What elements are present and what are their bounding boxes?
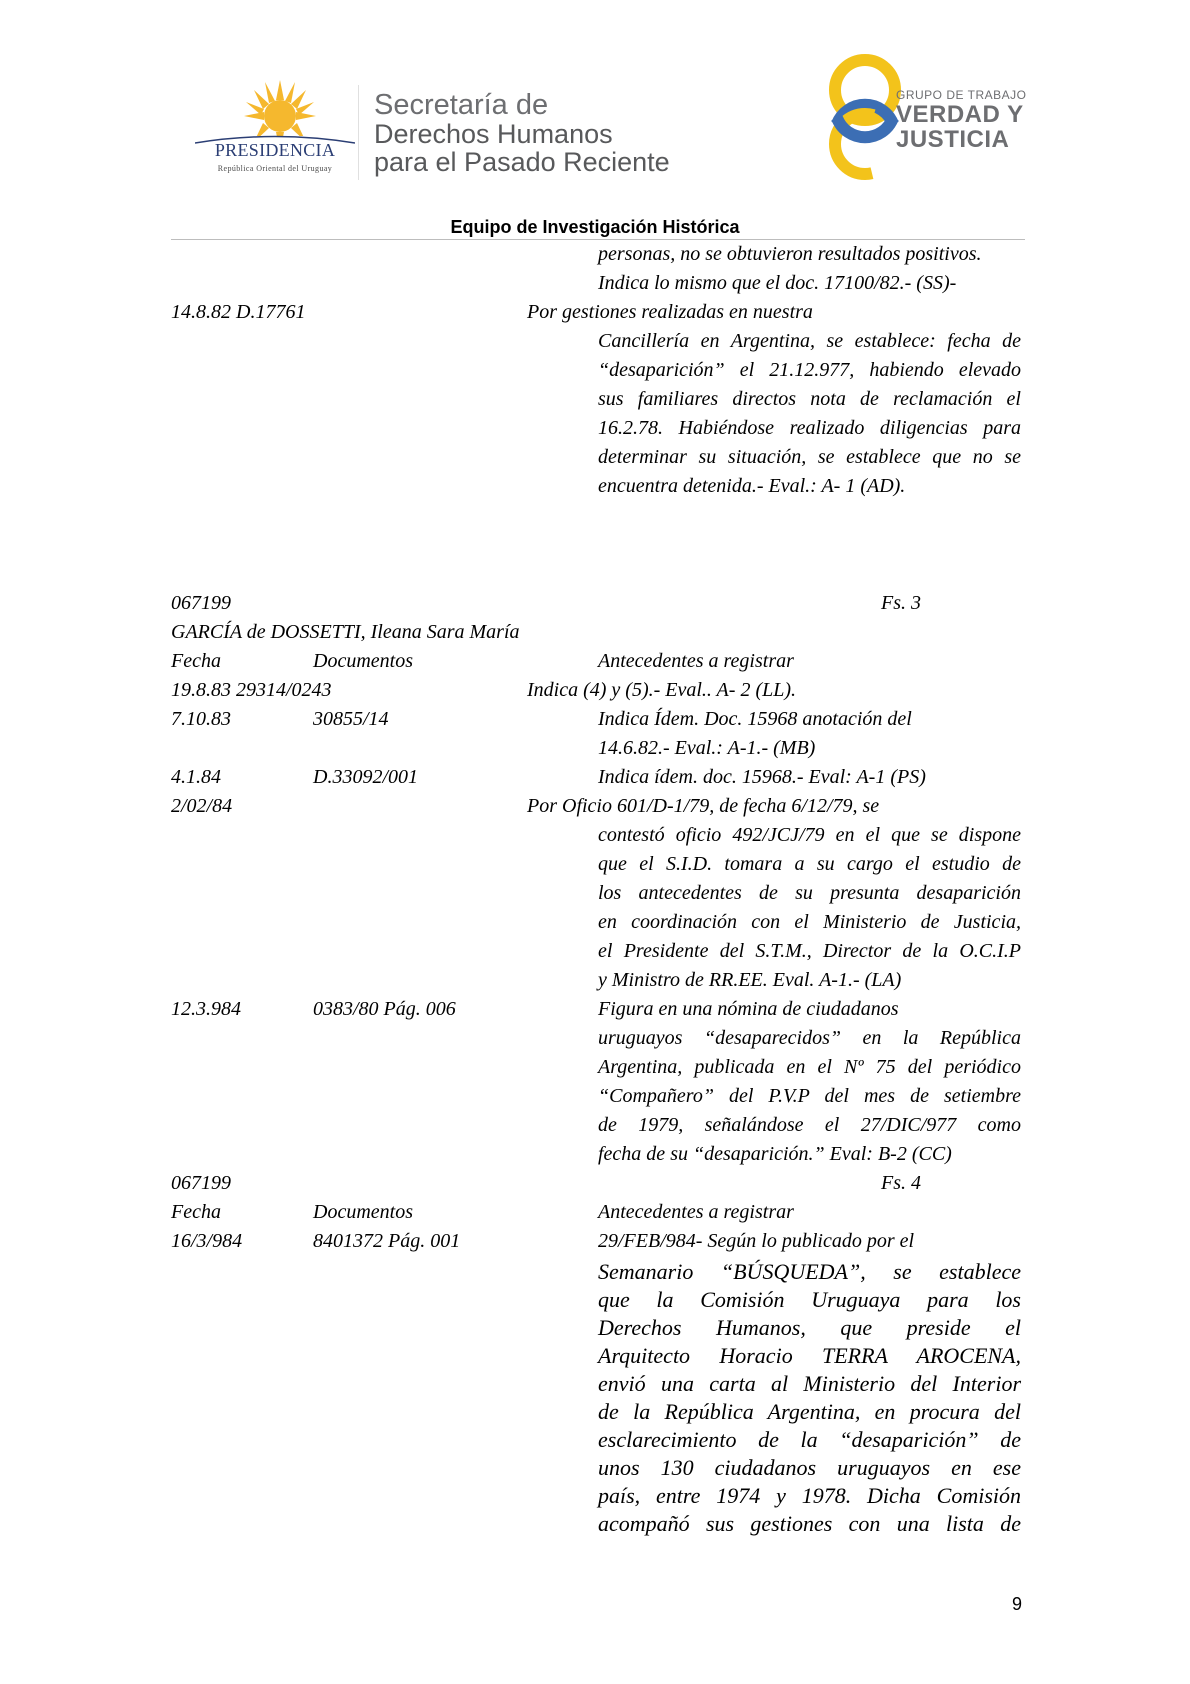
text-line: y Ministro de RR.EE. Eval. A-1.- (LA) [598,969,902,991]
presidencia-logo [195,78,355,183]
entry-date-doc: 14.8.82 D.17761 [171,301,306,323]
presidencia-wordmark: PRESIDENCIA [214,140,336,160]
text-line: personas, no se obtuvieron resultados positivos. [598,243,982,265]
text-line: los antecedentes de su presunta desaparición [598,882,1021,904]
text-line: “Compañero” del P.V.P del mes de setiembre [598,1085,1021,1107]
page-number: 9 [1012,1594,1023,1614]
text-line: 14.6.82.- Eval.: A-1.- (MB) [598,737,816,759]
secretaria-logo-text [374,90,670,176]
text-line: uruguayos “desaparecidos” en la República [598,1027,1021,1049]
vyj-line-1: GRUPO DE TRABAJO [896,88,1027,102]
secretaria-line-1: Secretaría de [374,89,549,121]
column-header-documentos: Documentos [313,650,413,672]
text-line: “desaparición” el 21.12.977, habiendo elevado [598,359,1021,381]
presidencia-subtitle: República Oriental del Uruguay [217,164,333,173]
text-line: encuentra detenida.- Eval.: A- 1 (AD). [598,475,906,497]
text-line: Figura en una nómina de ciudadanos [598,998,899,1020]
text-line: de 1979, señalándose el 27/DIC/977 como [598,1114,1021,1136]
verdad-justicia-text [896,88,1026,152]
column-header-documentos: Documentos [313,1201,413,1223]
entry-first-line: Por gestiones realizadas en nuestra [527,301,813,323]
text-line: acompañó sus gestiones con una lista de [598,1511,1021,1536]
column-header-antecedentes: Antecedentes a registrar [598,650,794,672]
text-line: Cancillería en Argentina, se establece: fecha de [598,330,1021,352]
secretaria-line-2: Derechos Humanos [374,119,613,149]
row-date: 2/02/84 [171,795,233,817]
folio-number: Fs. 4 [881,1172,921,1194]
header-divider [358,85,359,180]
text-line: Derechos Humanos, que preside el [598,1315,1021,1340]
column-header-antecedentes: Antecedentes a registrar [598,1201,794,1223]
row-date: 7.10.83 [171,708,231,730]
vyj-line-3: JUSTICIA [896,126,1010,153]
text-line: Argentina, publicada en el Nº 75 del periódico [598,1056,1021,1078]
row-first-line: Por Oficio 601/D-1/79, de fecha 6/12/79, se [527,795,880,817]
text-line: 16.2.78. Habiéndose realizado diligencias para [598,417,1021,439]
text-line: el Presidente del S.T.M., Director de la O.C.I.P [598,940,1021,962]
text-line: esclarecimiento de la “desaparición” de [598,1427,1021,1452]
text-line: Arquitecto Horacio TERRA AROCENA, [598,1343,1021,1368]
text-line: sus familiares directos nota de reclamación el [598,388,1021,410]
row-doc: D.33092/001 [313,766,418,788]
text-line: unos 130 ciudadanos uruguayos en ese [598,1455,1021,1480]
text-line: Semanario “BÚSQUEDA”, se establece [598,1259,1021,1284]
row-date: 4.1.84 [171,766,221,788]
text-line: fecha de su “desaparición.” Eval: B-2 (CC) [598,1143,952,1165]
text-line: envió una carta al Ministerio del Interior [598,1371,1021,1396]
record-number: 067199 [171,1172,231,1194]
folio-number: Fs. 3 [881,592,921,614]
row-date: 12.3.984 [171,998,241,1020]
row-first-line: 29/FEB/984- Según lo publicado por el [598,1230,915,1252]
text-line: que la Comisión Uruguaya para los [598,1287,1021,1312]
text-line: país, entre 1974 y 1978. Dicha Comisión [598,1483,1021,1508]
text-line: en coordinación con el Ministerio de Justicia, [598,911,1021,933]
row-date-doc: 19.8.83 29314/0243 [171,679,332,701]
column-header-fecha: Fecha [171,650,221,672]
header-title: Equipo de Investigación Histórica [450,217,740,237]
row-doc: 30855/14 [313,708,389,730]
text-line: Indica lo mismo que el doc. 17100/82.- (SS)- [598,272,957,294]
row-text: Indica ídem. doc. 15968.- Eval: A-1 (PS) [598,766,926,788]
text-line: que el S.I.D. tomara a su cargo el estudio de [598,853,1021,875]
row-doc: 0383/80 Pág. 006 [313,998,456,1020]
row-doc: 8401372 Pág. 001 [313,1230,461,1252]
column-header-fecha: Fecha [171,1201,221,1223]
row-date: 16/3/984 [171,1230,243,1252]
record-name: GARCÍA de DOSSETTI, Ileana Sara María [171,621,520,643]
record-number: 067199 [171,592,231,614]
text-line: de la República Argentina, en procura del [598,1399,1021,1424]
text-line: determinar su situación, se establece que no se [598,446,1021,468]
vyj-line-2: VERDAD Y [896,101,1024,128]
text-line: contestó oficio 492/JCJ/79 en el que se dispone [598,824,1021,846]
secretaria-line-3: para el Pasado Reciente [374,147,670,177]
text-line: Indica Ídem. Doc. 15968 anotación del [598,708,912,730]
row-text: Indica (4) y (5).- Eval.. A- 2 (LL). [527,679,797,701]
